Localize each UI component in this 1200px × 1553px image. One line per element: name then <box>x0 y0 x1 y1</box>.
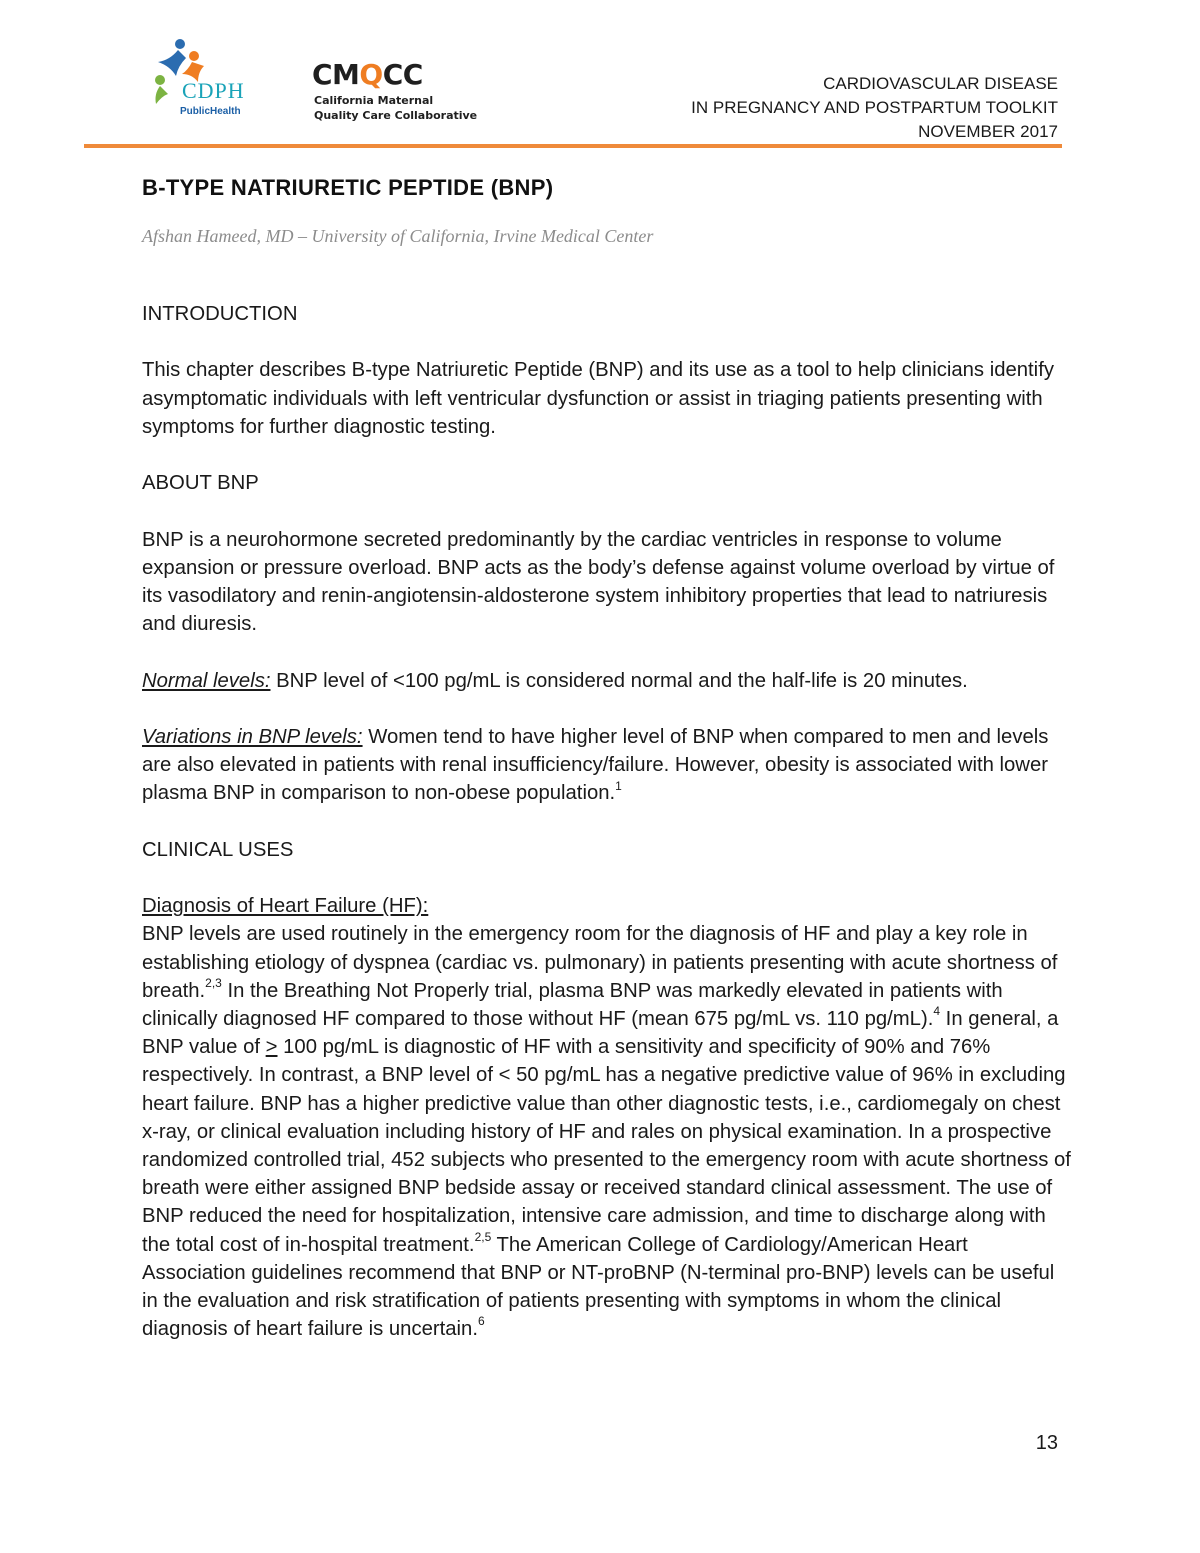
header-line-1: CARDIOVASCULAR DISEASE <box>823 74 1058 93</box>
hf-text-1: BNP levels are used routinely in the emergency room for the diagnosis of HF and play a key role in establishing etiology of dyspnea (cardiac vs. pulmonary) in patients presenting with acute shortness of breath. <box>142 923 1058 1002</box>
clinical-heading: CLINICAL USES <box>142 838 294 861</box>
hf-paragraph <box>142 920 1072 1343</box>
variations-text: Women tend to have higher level of BNP when compared to men and levels are also elevated in patients with renal insufficiency/failure. However, obesity is associated with lower plasma BNP in comparison to non-obese population. <box>142 725 1049 805</box>
citation-2-3: 2,3 <box>205 976 222 990</box>
hf-text-3b: 100 pg/mL is diagnostic of HF with a sensitivity and specificity of 90% and 76% respectively. In contrast, a BNP level of < 50 pg/mL has a negative predictive value of 96% in excluding heart failure. BNP has a higher predictive value than other diagnostic tests, i.e., cardiomegaly on chest x-ray, or clinical evaluation including history of HF and rales on physical examination. In a prospective randomized controlled trial, 452 subjects who presented to the emergency room with acute shortness of breath were either assigned BNP bedside assay or received standard clinical assessment. The use of BNP reduced the need for hospitalization, intensive care admission, and time to discharge along with the total cost of in-hospital treatment. <box>142 1036 1071 1256</box>
header-line-2: IN PREGNANCY AND POSTPARTUM TOOLKIT <box>691 98 1058 117</box>
about-heading: ABOUT BNP <box>142 472 259 495</box>
normal-levels-paragraph <box>142 667 1072 695</box>
hf-subheading-text: Diagnosis of Heart Failure (HF): <box>142 895 429 918</box>
citation-2-5: 2,5 <box>474 1229 492 1244</box>
cdph-subtext: PublicHealth <box>180 106 241 117</box>
page-title: B-TYPE NATRIURETIC PEPTIDE (BNP) <box>142 175 554 200</box>
cmqcc-line2: Quality Care Collaborative <box>314 109 478 122</box>
normal-levels-text: BNP level of <100 pg/mL is considered normal and the half-life is 20 minutes. <box>270 669 968 692</box>
cmqcc-logo <box>312 58 512 128</box>
hf-text-4: The American College of Cardiology/American Heart Association guidelines recommend that BNP or NT-proBNP (N-terminal pro-BNP) levels can be useful in the evaluation and risk stratification of patients presenting with symptoms in whom the clinical diagnosis of heart failure is uncertain. <box>142 1233 1055 1341</box>
hf-text-3a: In general, a BNP value of <box>142 1007 1059 1059</box>
hf-subheading <box>142 892 1072 920</box>
cdph-text: CDPH <box>182 78 245 103</box>
variations-label: Variations in BNP levels: <box>142 725 363 748</box>
intro-paragraph: This chapter describes B-type Natriuretic Peptide (BNP) and its use as a tool to help clinicians identify asymptomatic individuals with left ventricular dysfunction or assist in triaging patients presenting with symptoms for further diagnostic testing. <box>142 359 1054 438</box>
cmqcc-line1: California Maternal <box>314 94 434 107</box>
geq-symbol: > <box>265 1036 278 1059</box>
page-number: 13 <box>1035 1432 1058 1454</box>
about-paragraph: BNP is a neurohormone secreted predominantly by the cardiac ventricles in response to volume expansion or pressure overload. BNP acts as the body’s defense against volume overload by virtue of its vasodilatory and renin-angiotensin-aldosterone system inhibitory properties that lead to natriuresis and diuresis. <box>142 528 1055 636</box>
variations-paragraph <box>142 723 1072 808</box>
citation-6: 6 <box>477 1314 485 1329</box>
author-line: Afshan Hameed, MD – University of California, Irvine Medical Center <box>142 226 654 246</box>
citation-4: 4 <box>933 1004 941 1019</box>
cdph-logo <box>148 36 258 122</box>
cmqcc-wordmark: CMQCC <box>312 58 423 91</box>
intro-heading: INTRODUCTION <box>142 303 298 325</box>
header-toolkit-info <box>691 72 1058 144</box>
document-body <box>142 300 1072 1372</box>
hf-text-2: In the Breathing Not Properly trial, plasma BNP was markedly elevated in patients with clinically diagnosed HF compared to those without HF (mean 675 pg/mL vs. 110 pg/mL). <box>142 979 1003 1030</box>
header-divider <box>84 144 1062 148</box>
citation-1: 1 <box>615 778 622 793</box>
normal-levels-label: Normal levels: <box>142 669 271 692</box>
header-line-3: NOVEMBER 2017 <box>918 122 1058 141</box>
